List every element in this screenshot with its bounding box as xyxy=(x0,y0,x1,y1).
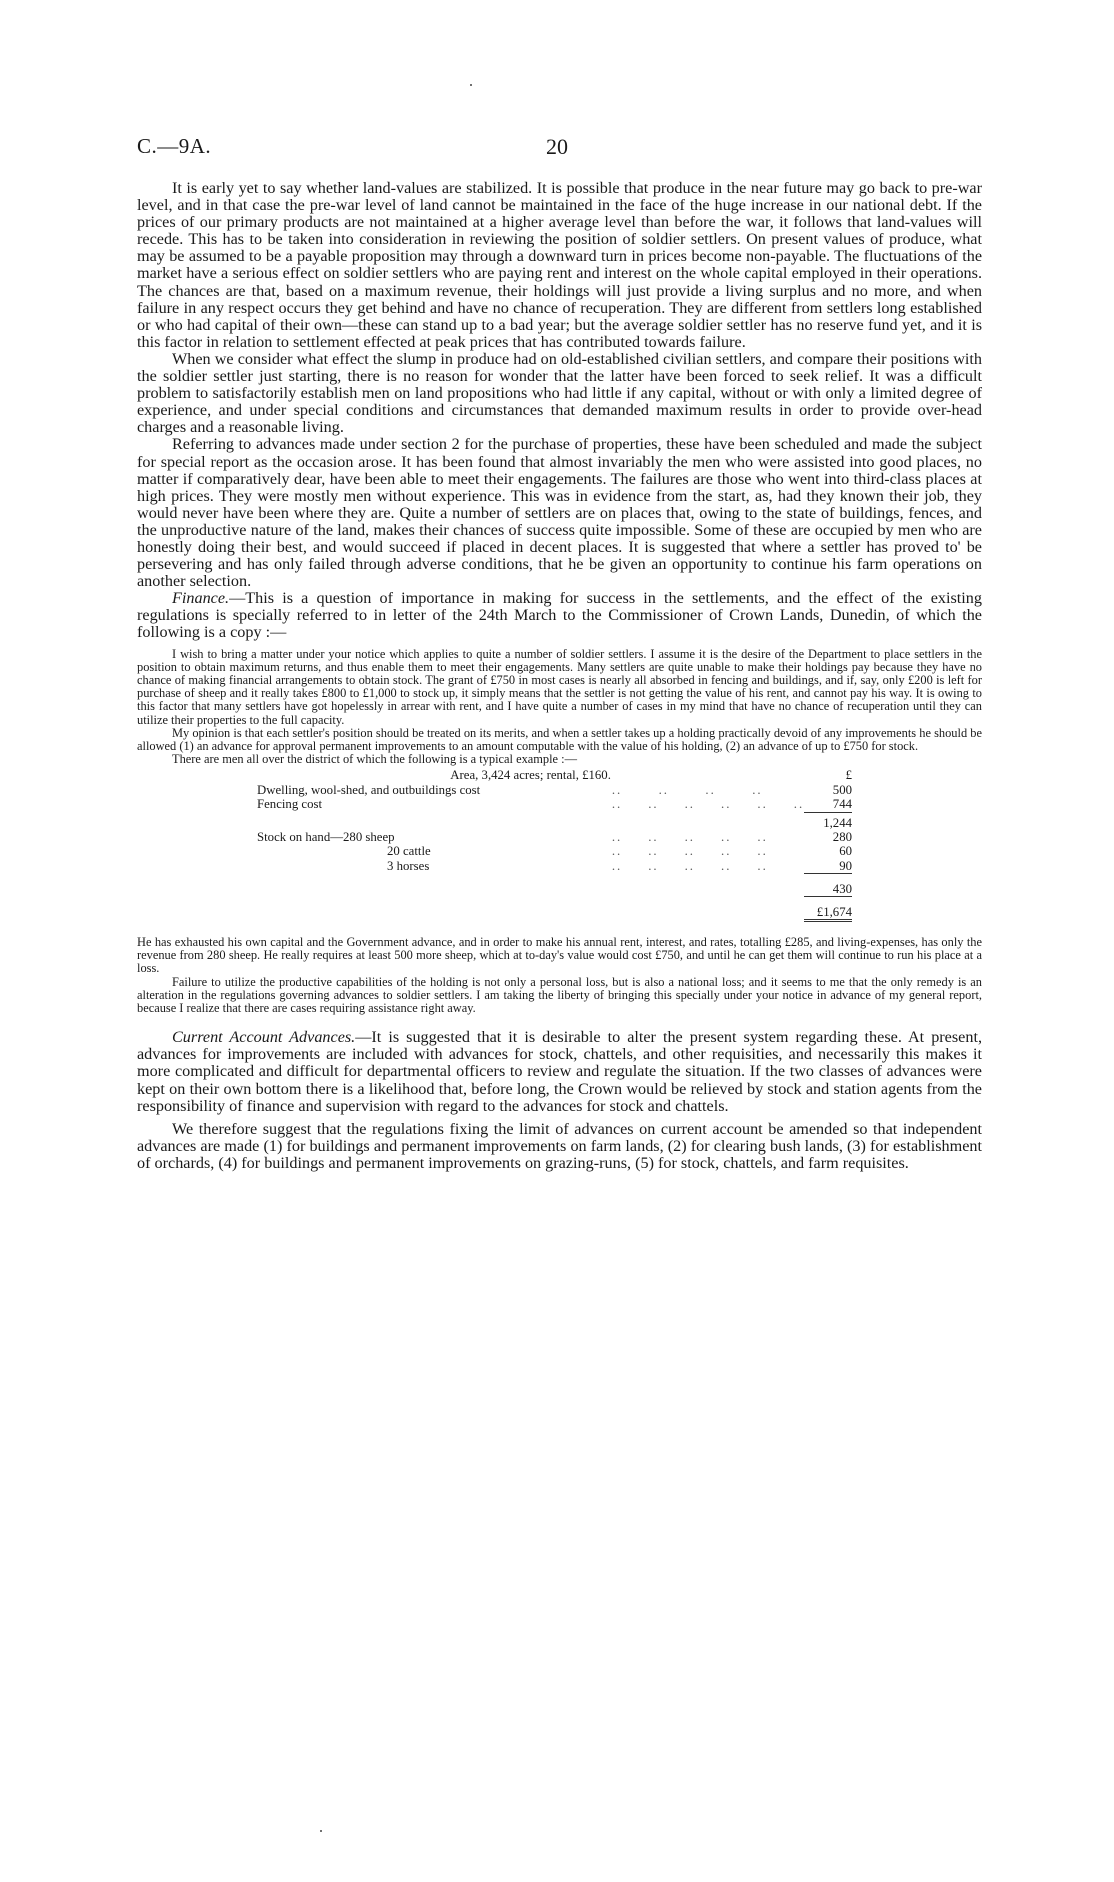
table-row xyxy=(257,783,852,797)
leader-dots: .. .. .. .. .. xyxy=(611,829,768,844)
currency-symbol: £ xyxy=(845,768,852,783)
row-amount: 500 xyxy=(832,782,852,797)
paragraph-final: We therefore suggest that the regulations fixing the limit of advances on current account be amended so that independent advances are made (1) for buildings and permanent improvements on farm lands, (2) for clearing bush lands, (3) for establishment of orchards, (4) for buildings and permanent improvements on grazing-runs, (5) for stock, chattels, and farm requisites. xyxy=(137,1119,982,1172)
table-row xyxy=(257,844,852,858)
row-amount: 90 xyxy=(839,858,852,873)
paragraph-land-values: It is early yet to say whether land-values are stabilized. It is possible that produce in the near future may go back to pre-war level, and in that case the pre-war level of land cannot be maintained in the face of the huge increase in our national debt. If the prices of our primary products are not maintained at a higher average level than before the war, it follows that land-values will recede. This has to be taken into consideration in reviewing the position of soldier settlers. On present values of produce, what may be assumed to be a payable proposition may through a downward turn in prices become non-payable. The fluctuations of the market have a serious effect on soldier settlers who are paying rent and interest on the whole capital employed in their operations. The chances are that, based on a maximum revenue, their holdings will just provide a living surplus and no more, and when failure in any respect occurs they get behind and have no chance of recuperation. They are different from settlers long established or who had capital of their own—these can stand up to a bad year; but the average soldier settler has no reserve fund yet, and it is this factor in relation to settlement effected at peak prices that has contributed towards failure. xyxy=(137,179,982,351)
row-amount: 60 xyxy=(839,844,852,859)
leader-dots: .. .. .. .. .. xyxy=(611,858,768,873)
letter-quote xyxy=(137,648,982,1016)
example-account-table xyxy=(257,768,852,922)
stock-label: Stock on hand—280 sheep xyxy=(257,829,395,844)
page-header xyxy=(0,134,1114,162)
quote-paragraph-2: My opinion is that each settler's position should be treated on its merits, and when a settler takes up a holding practically devoid of any improvements he should be allowed (1) an advance for approval permanent improvements to an amount computable with the value of his holding, (2) an advance of up to £750 for stock. xyxy=(137,725,982,753)
row-label: Fencing cost xyxy=(257,797,323,812)
paragraph-current-account xyxy=(137,1029,982,1114)
current-account-heading: Current Account Advances. xyxy=(172,1028,356,1047)
finance-heading: Finance. xyxy=(172,589,230,608)
grand-total: £1,674 xyxy=(804,905,852,921)
finance-text: —This is a question of importance in making for success in the settlements, and the effect of the existing regulations is specially referred to in letter of the 24th March to the Commissioner of Crown Lands, Dunedin, of which the following is a copy :— xyxy=(137,589,982,642)
row-label: 3 horses xyxy=(387,858,430,873)
table-row xyxy=(257,859,852,874)
quote-paragraph-3: There are men all over the district of which the following is a typical example :— xyxy=(172,752,577,767)
table-row xyxy=(257,797,852,812)
leader-dots: .. .. .. .. .. .. xyxy=(611,797,805,812)
table-row xyxy=(257,830,852,844)
row-label: 20 cattle xyxy=(387,844,431,859)
quote-paragraph-4: He has exhausted his own capital and the Government advance, and in order to make his annual rent, interest, and rates, totalling £285, and living-expenses, has only the revenue from 280 sheep. He really requires at least 500 more sheep, which at to-day's value would cost £750, and until he can get them will continue to run his place at a loss. xyxy=(137,935,982,976)
leader-dots: .. .. .. .. .. xyxy=(611,844,768,859)
area-line: Area, 3,424 acres; rental, £160. xyxy=(450,768,611,783)
subtotal-2: 430 xyxy=(832,881,852,896)
paragraph-slump: When we consider what effect the slump in produce had on old-established civilian settlers, and compare their positions with the soldier settler just starting, there is no reason for wonder that the latter have been forced to seek relief. It was a difficult problem to satisfactorily establish men on land propositions who had little if any capital, without or with only a limited degree of experience, and under special conditions and circumstances that demanded maximum results in order to provide over-head charges and a reasonable living. xyxy=(137,349,982,437)
row-amount: 280 xyxy=(832,829,852,844)
document-reference: C.—9A. xyxy=(137,134,212,158)
page-number: 20 xyxy=(546,134,568,159)
leader-dots: .. .. .. .. xyxy=(611,782,763,797)
row-amount: 744 xyxy=(832,797,852,812)
quote-paragraph-5: Failure to utilize the productive capabilities of the holding is not only a personal loss, but is also a national loss; and it seems to me that the only remedy is an alteration in the regulations governing advances to soldier settlers. I am taking the liberty of bringing this specially under your notice in advance of my general report, because I realize that there are cases requiring assistance right away. xyxy=(137,974,982,1016)
scan-mark xyxy=(470,84,472,86)
current-account-text: —It is suggested that it is desirable to alter the present system regarding these. At present, advances for improvements are included with advances for stock, chattels, and other requisities, and necessarily this makes it more complicated and difficult for departmental officers to review and regulate the situation. If the two classes of advances were kept on their own bottom there is a likelihood that, before long, the Crown would be relieved by stock and station agents from the responsibility of finance and supervision with regard to the advances for stock and chattels. xyxy=(137,1028,982,1115)
paragraph-finance xyxy=(137,590,982,641)
document-body xyxy=(137,180,982,1172)
quote-paragraph-1: I wish to bring a matter under your notice which applies to quite a number of soldier settlers. I assume it is the desire of the Department to place settlers in the position to obtain maximum returns, and thus enable them to meet their engagements. Many settlers are quite unable to make their holdings pay because they have no chance of making financial arrangements to obtain stock. The grant of £750 in most cases is nearly all absorbed in fencing and buildings, and if, say, only £200 is left for purchase of sheep and it really takes £800 to £1,000 to stock up, it simply means that the settler is not getting the value of his rent, and cannot pay his way. It is owing to this factor that many settlers have got hopelessly in arrear with rent, and I have quite a number of cases in my mind that have no chance of recuperation until they can utilize their properties to the full capacity. xyxy=(137,646,982,727)
subtotal-1: 1,244 xyxy=(804,812,852,830)
paragraph-section-2: Referring to advances made under section 2 for the purchase of properties, these have been scheduled and made the subject for special report as the occasion arose. It has been found that almost invariably the men who were assisted into good places, no matter if comparatively dear, have been able to meet their engagements. The failures are those who went into third-class places at high prices. They were mostly men without experience. This was in evidence from the start, as, had they known their job, they would never have been where they are. Quite a number of settlers are on places that, owing to the state of buildings, fences, and the unproductive nature of the land, makes their chances of success quite impossible. Some of these are occupied by men who are honestly doing their best, and would succeed if placed in decent places. It is suggested that where a settler has proved to' be persevering and has only failed through adverse conditions, that he be given an opportunity to continue his farm operations on another selection. xyxy=(137,435,982,591)
scan-mark xyxy=(320,1830,322,1832)
row-label: Dwelling, wool-shed, and outbuildings cost xyxy=(257,782,481,797)
